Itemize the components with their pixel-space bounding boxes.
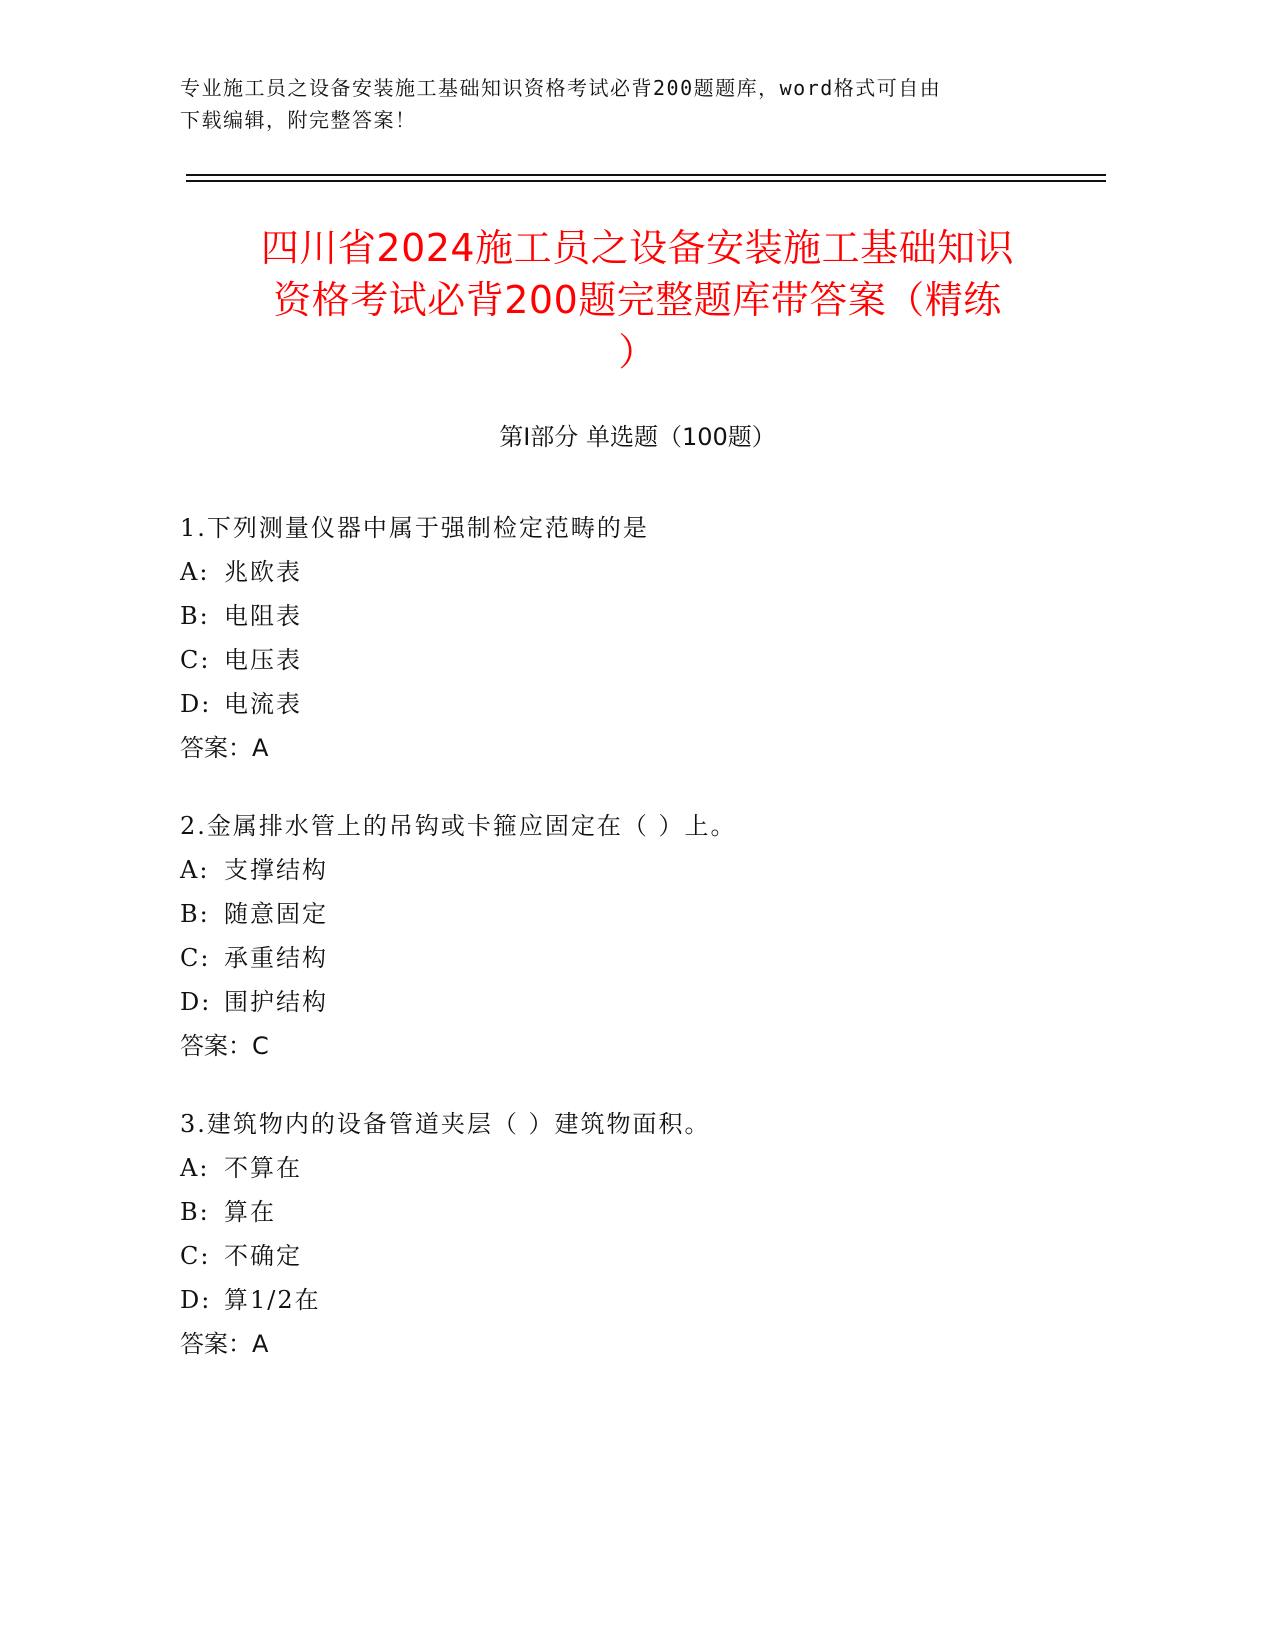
option-text: 承重结构: [224, 944, 328, 972]
option-letter: C:: [180, 646, 211, 674]
document-title: [140, 222, 1135, 378]
header-note-line-2: 下载编辑，附完整答案！: [180, 108, 417, 132]
header-note: [180, 72, 1060, 136]
option-c: [180, 936, 1100, 980]
option-text: 算在: [224, 1198, 276, 1226]
question-stem: 1.下列测量仪器中属于强制检定范畴的是: [180, 514, 649, 542]
option-text: 围护结构: [224, 988, 328, 1016]
option-text: 电压表: [224, 646, 302, 674]
option-text: 兆欧表: [224, 558, 302, 586]
option-b: [180, 1190, 1100, 1234]
document-title-line-1: 四川省2024施工员之设备安装施工基础知识: [260, 226, 1015, 270]
part-heading: 第I部分 单选题（100题）: [499, 423, 776, 451]
header-rule-bottom: [186, 180, 1106, 182]
option-b: [180, 892, 1100, 936]
option-d: [180, 980, 1100, 1024]
option-a: [180, 1146, 1100, 1190]
answer: 答案：A: [180, 734, 269, 762]
option-text: 电阻表: [224, 602, 302, 630]
option-letter: B:: [180, 602, 210, 630]
question-3: [180, 1102, 1100, 1366]
option-letter: C:: [180, 944, 211, 972]
option-letter: A:: [180, 856, 210, 884]
option-letter: A:: [180, 1154, 210, 1182]
question-2: [180, 804, 1100, 1068]
option-letter: D:: [180, 988, 212, 1016]
option-letter: A:: [180, 558, 210, 586]
option-letter: B:: [180, 900, 210, 928]
answer: 答案：A: [180, 1330, 269, 1358]
option-letter: B:: [180, 1198, 210, 1226]
option-a: [180, 848, 1100, 892]
option-text: 不算在: [224, 1154, 302, 1182]
option-a: [180, 550, 1100, 594]
option-text: 电流表: [224, 690, 302, 718]
option-text: 不确定: [224, 1242, 302, 1270]
option-c: [180, 638, 1100, 682]
option-text: 支撑结构: [224, 856, 328, 884]
option-letter: D:: [180, 1286, 212, 1314]
option-c: [180, 1234, 1100, 1278]
header-note-line-1: 专业施工员之设备安装施工基础知识资格考试必背200题题库，word格式可自由: [180, 76, 942, 100]
question-list: [180, 506, 1100, 1400]
question-stem: 3.建筑物内的设备管道夹层（ ）建筑物面积。: [180, 1110, 711, 1138]
document-title-line-2: 资格考试必背200题完整题库带答案（精练: [273, 278, 1002, 322]
header-rule-top: [186, 174, 1106, 176]
option-letter: C:: [180, 1242, 211, 1270]
option-b: [180, 594, 1100, 638]
question-stem: 2.金属排水管上的吊钩或卡箍应固定在（ ）上。: [180, 812, 737, 840]
option-letter: D:: [180, 690, 212, 718]
option-d: [180, 682, 1100, 726]
answer: 答案：C: [180, 1032, 269, 1060]
option-d: [180, 1278, 1100, 1322]
option-text: 算1/2在: [224, 1286, 321, 1314]
question-1: [180, 506, 1100, 770]
option-text: 随意固定: [224, 900, 328, 928]
document-title-line-3: ）: [618, 330, 657, 374]
